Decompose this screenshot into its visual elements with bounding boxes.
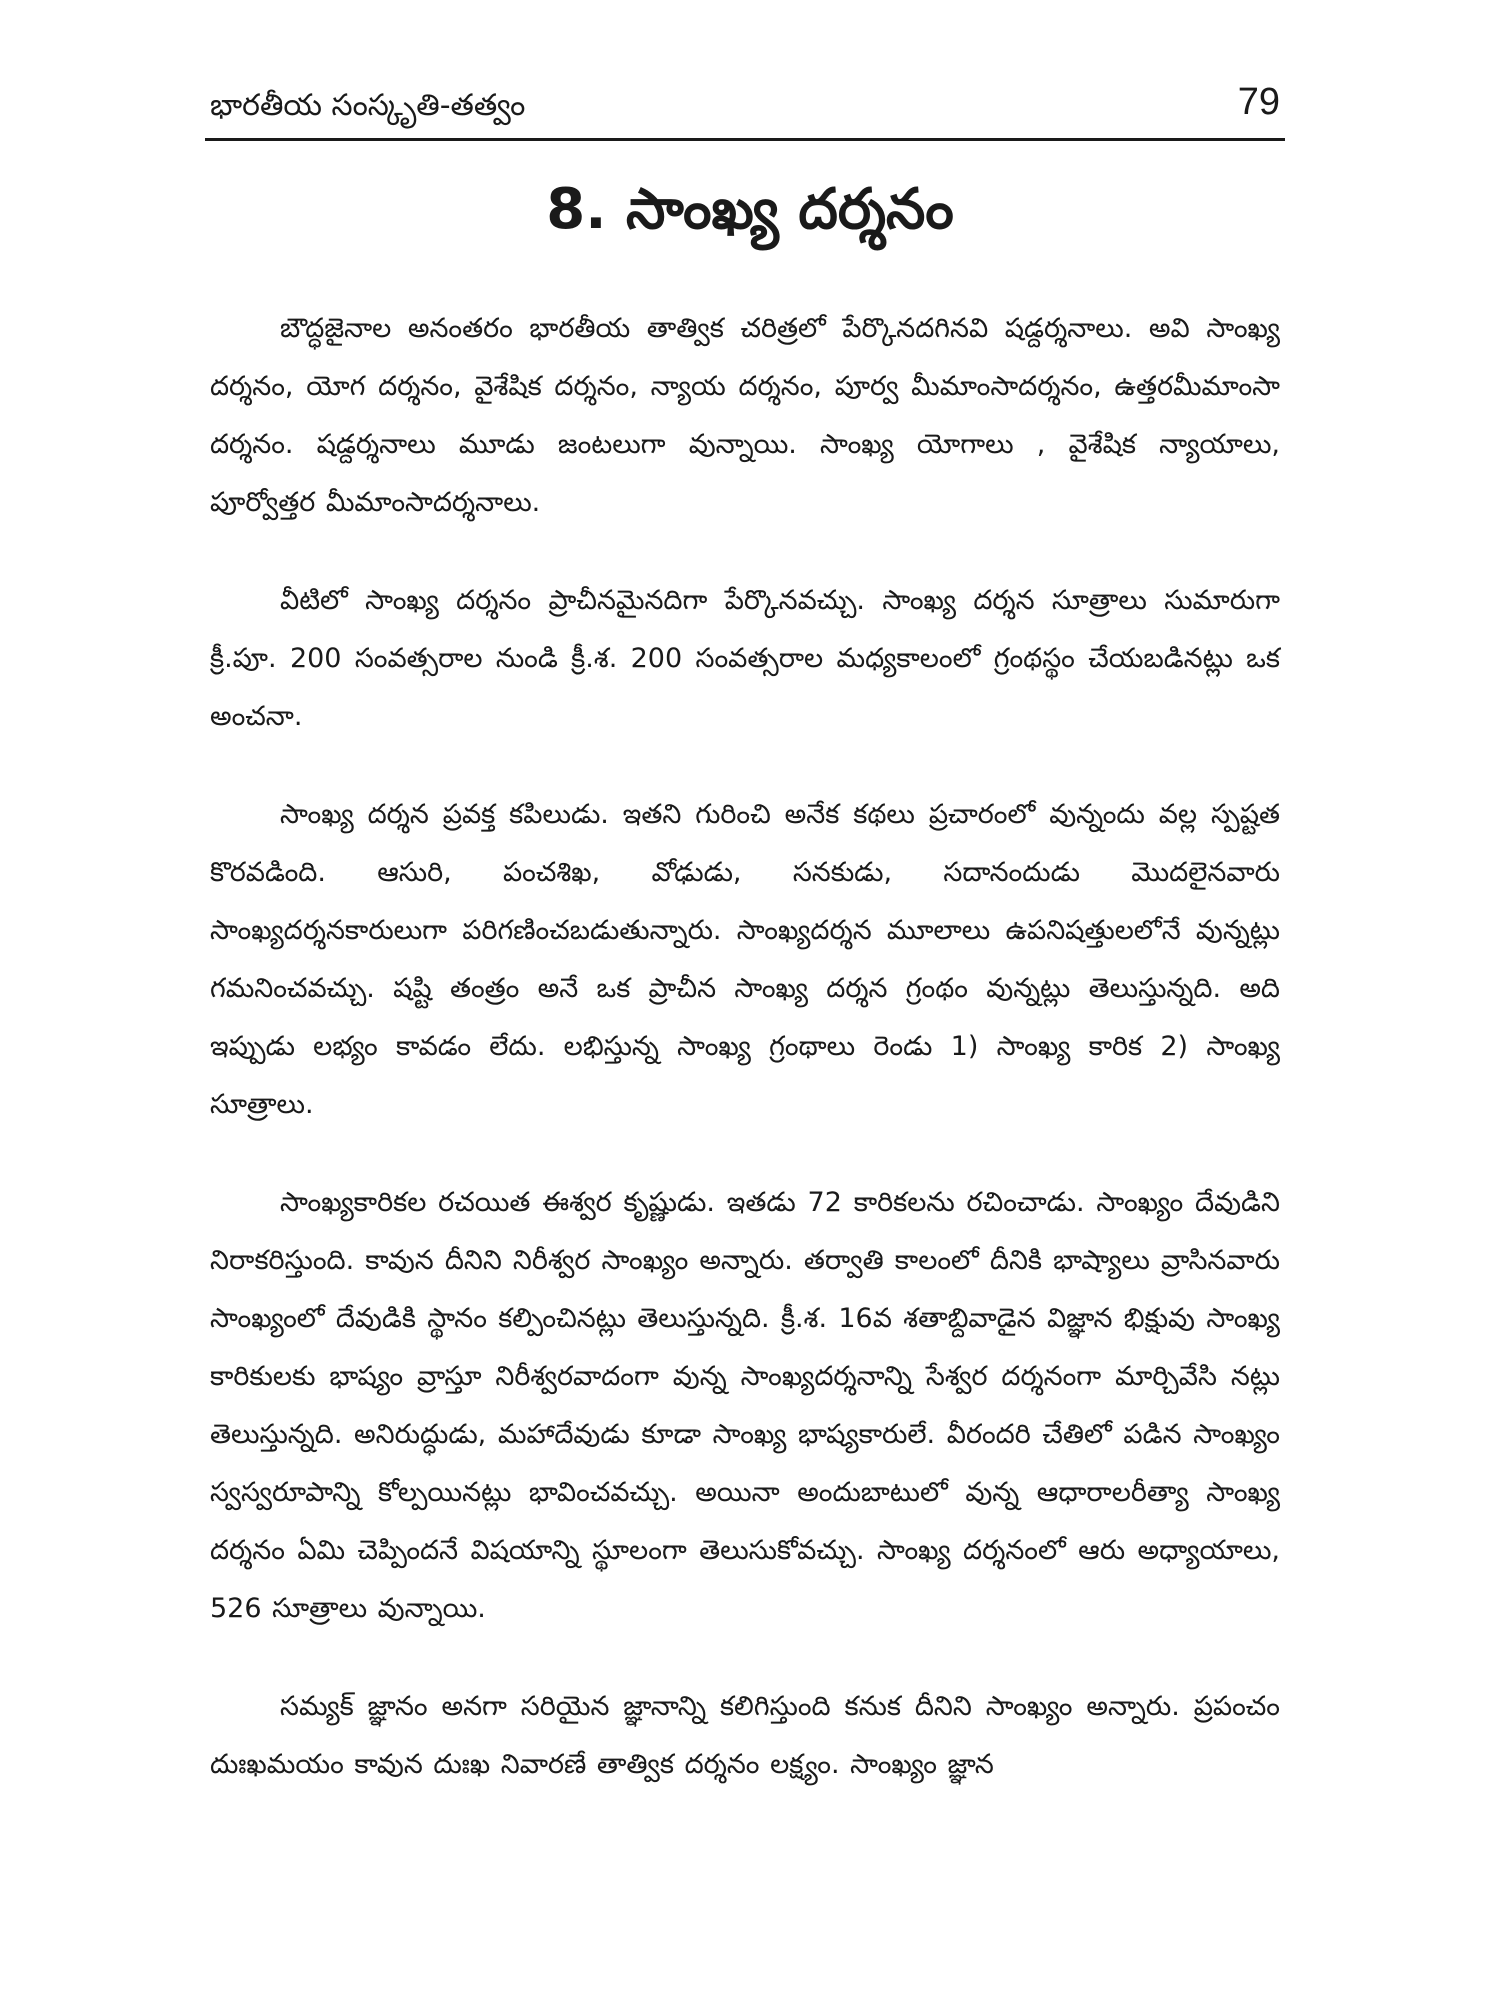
paragraph-3: సాంఖ్య దర్శన ప్రవక్త కపిలుడు. ఇతని గురించి అనేక కథలు ప్రచారంలో వున్నందు వల్ల స్పష్టత కొరవడింది. ఆసురి, పంచశిఖ, వోఢుడు, సనకుడు, సదానందుడు మొదలైనవారు సాంఖ్యదర్శనకారులుగా పరిగణించబడుతున్నారు. సాంఖ్యదర్శన మూలాలు ఉపనిషత్తులలోనే వున్నట్లు గమనించవచ్చు. షష్టి తంత్రం అనే ఒక ప్రాచీన సాంఖ్య దర్శన గ్రంథం వున్నట్లు తెలుస్తున్నది. అది ఇప్పుడు లభ్యం కావడం లేదు. లభిస్తున్న సాంఖ్య గ్రంథాలు రెండు 1) సాంఖ్య కారిక 2) సాంఖ్య సూత్రాలు. (210, 799, 1280, 1120)
page-number: 79 (1237, 81, 1280, 123)
paragraph-2: వీటిలో సాంఖ్య దర్శనం ప్రాచీనమైనదిగా పేర్కొనవచ్చు. సాంఖ్య దర్శన సూత్రాలు సుమారుగా క్రీ.పూ. 200 సంవత్సరాల నుండి క్రీ.శ. 200 సంవత్సరాల మధ్యకాలంలో గ్రంథస్థం చేయబడినట్లు ఒక అంచనా. (210, 585, 1280, 732)
paragraph-5: సమ్యక్ జ్ఞానం అనగా సరియైన జ్ఞానాన్ని కలిగిస్తుంది కనుక దీనిని సాంఖ్యం అన్నారు. ప్రపంచం దుఃఖమయం కావున దుఃఖ నివారణే తాత్విక దర్శనం లక్ష్యం. సాంఖ్యం జ్ఞాన (210, 1691, 1280, 1780)
header-rule (205, 138, 1285, 141)
running-title: భారతీయ సంస్కృతి-తత్వం (210, 88, 526, 123)
running-header (210, 78, 1280, 138)
paragraph-1: బౌద్ధజైనాల అనంతరం భారతీయ తాత్విక చరిత్రలో పేర్కొనదగినవి షడ్దర్శనాలు. అవి సాంఖ్య దర్శనం, యోగ దర్శనం, వైశేషిక దర్శనం, న్యాయ దర్శనం, పూర్వ మీమాంసాదర్శనం, ఉత్తరమీమాంసా దర్శనం. షడ్దర్శనాలు మూడు జంటలుగా వున్నాయి. సాంఖ్య యోగాలు , వైశేషిక న్యాయాలు, పూర్వోత్తర మీమాంసాదర్శనాలు. (210, 313, 1280, 518)
paragraph-4: సాంఖ్యకారికల రచయిత ఈశ్వర కృష్ణుడు. ఇతడు 72 కారికలను రచించాడు. సాంఖ్యం దేవుడిని నిరాకరిస్తుంది. కావున దీనిని నిరీశ్వర సాంఖ్యం అన్నారు. తర్వాతి కాలంలో దీనికి భాష్యాలు వ్రాసినవారు సాంఖ్యంలో దేవుడికి స్థానం కల్పించినట్లు తెలుస్తున్నది. క్రీ.శ. 16వ శతాబ్దివాడైన విజ్ఞాన భిక్షువు సాంఖ్య కారికులకు భాష్యం వ్రాస్తూ నిరీశ్వరవాదంగా వున్న సాంఖ్యదర్శనాన్ని సేశ్వర దర్శనంగా మార్చివేసి నట్లు తెలుస్తున్నది. అనిరుద్ధుడు, మహాదేవుడు కూడా సాంఖ్య భాష్యకారులే. వీరందరి చేతిలో పడిన సాంఖ్యం స్వస్వరూపాన్ని కోల్పయినట్లు భావించవచ్చు. అయినా అందుబాటులో వున్న ఆధారాలరీత్యా సాంఖ్య దర్శనం ఏమి చెప్పిందనే విషయాన్ని స్థూలంగా తెలుసుకోవచ్చు. సాంఖ్య దర్శనంలో ఆరు అధ్యాయాలు, 526 సూత్రాలు వున్నాయి. (210, 1187, 1280, 1624)
chapter-title: 8. సాంఖ్య దర్శనం (546, 177, 954, 242)
body-text (210, 300, 1280, 1834)
